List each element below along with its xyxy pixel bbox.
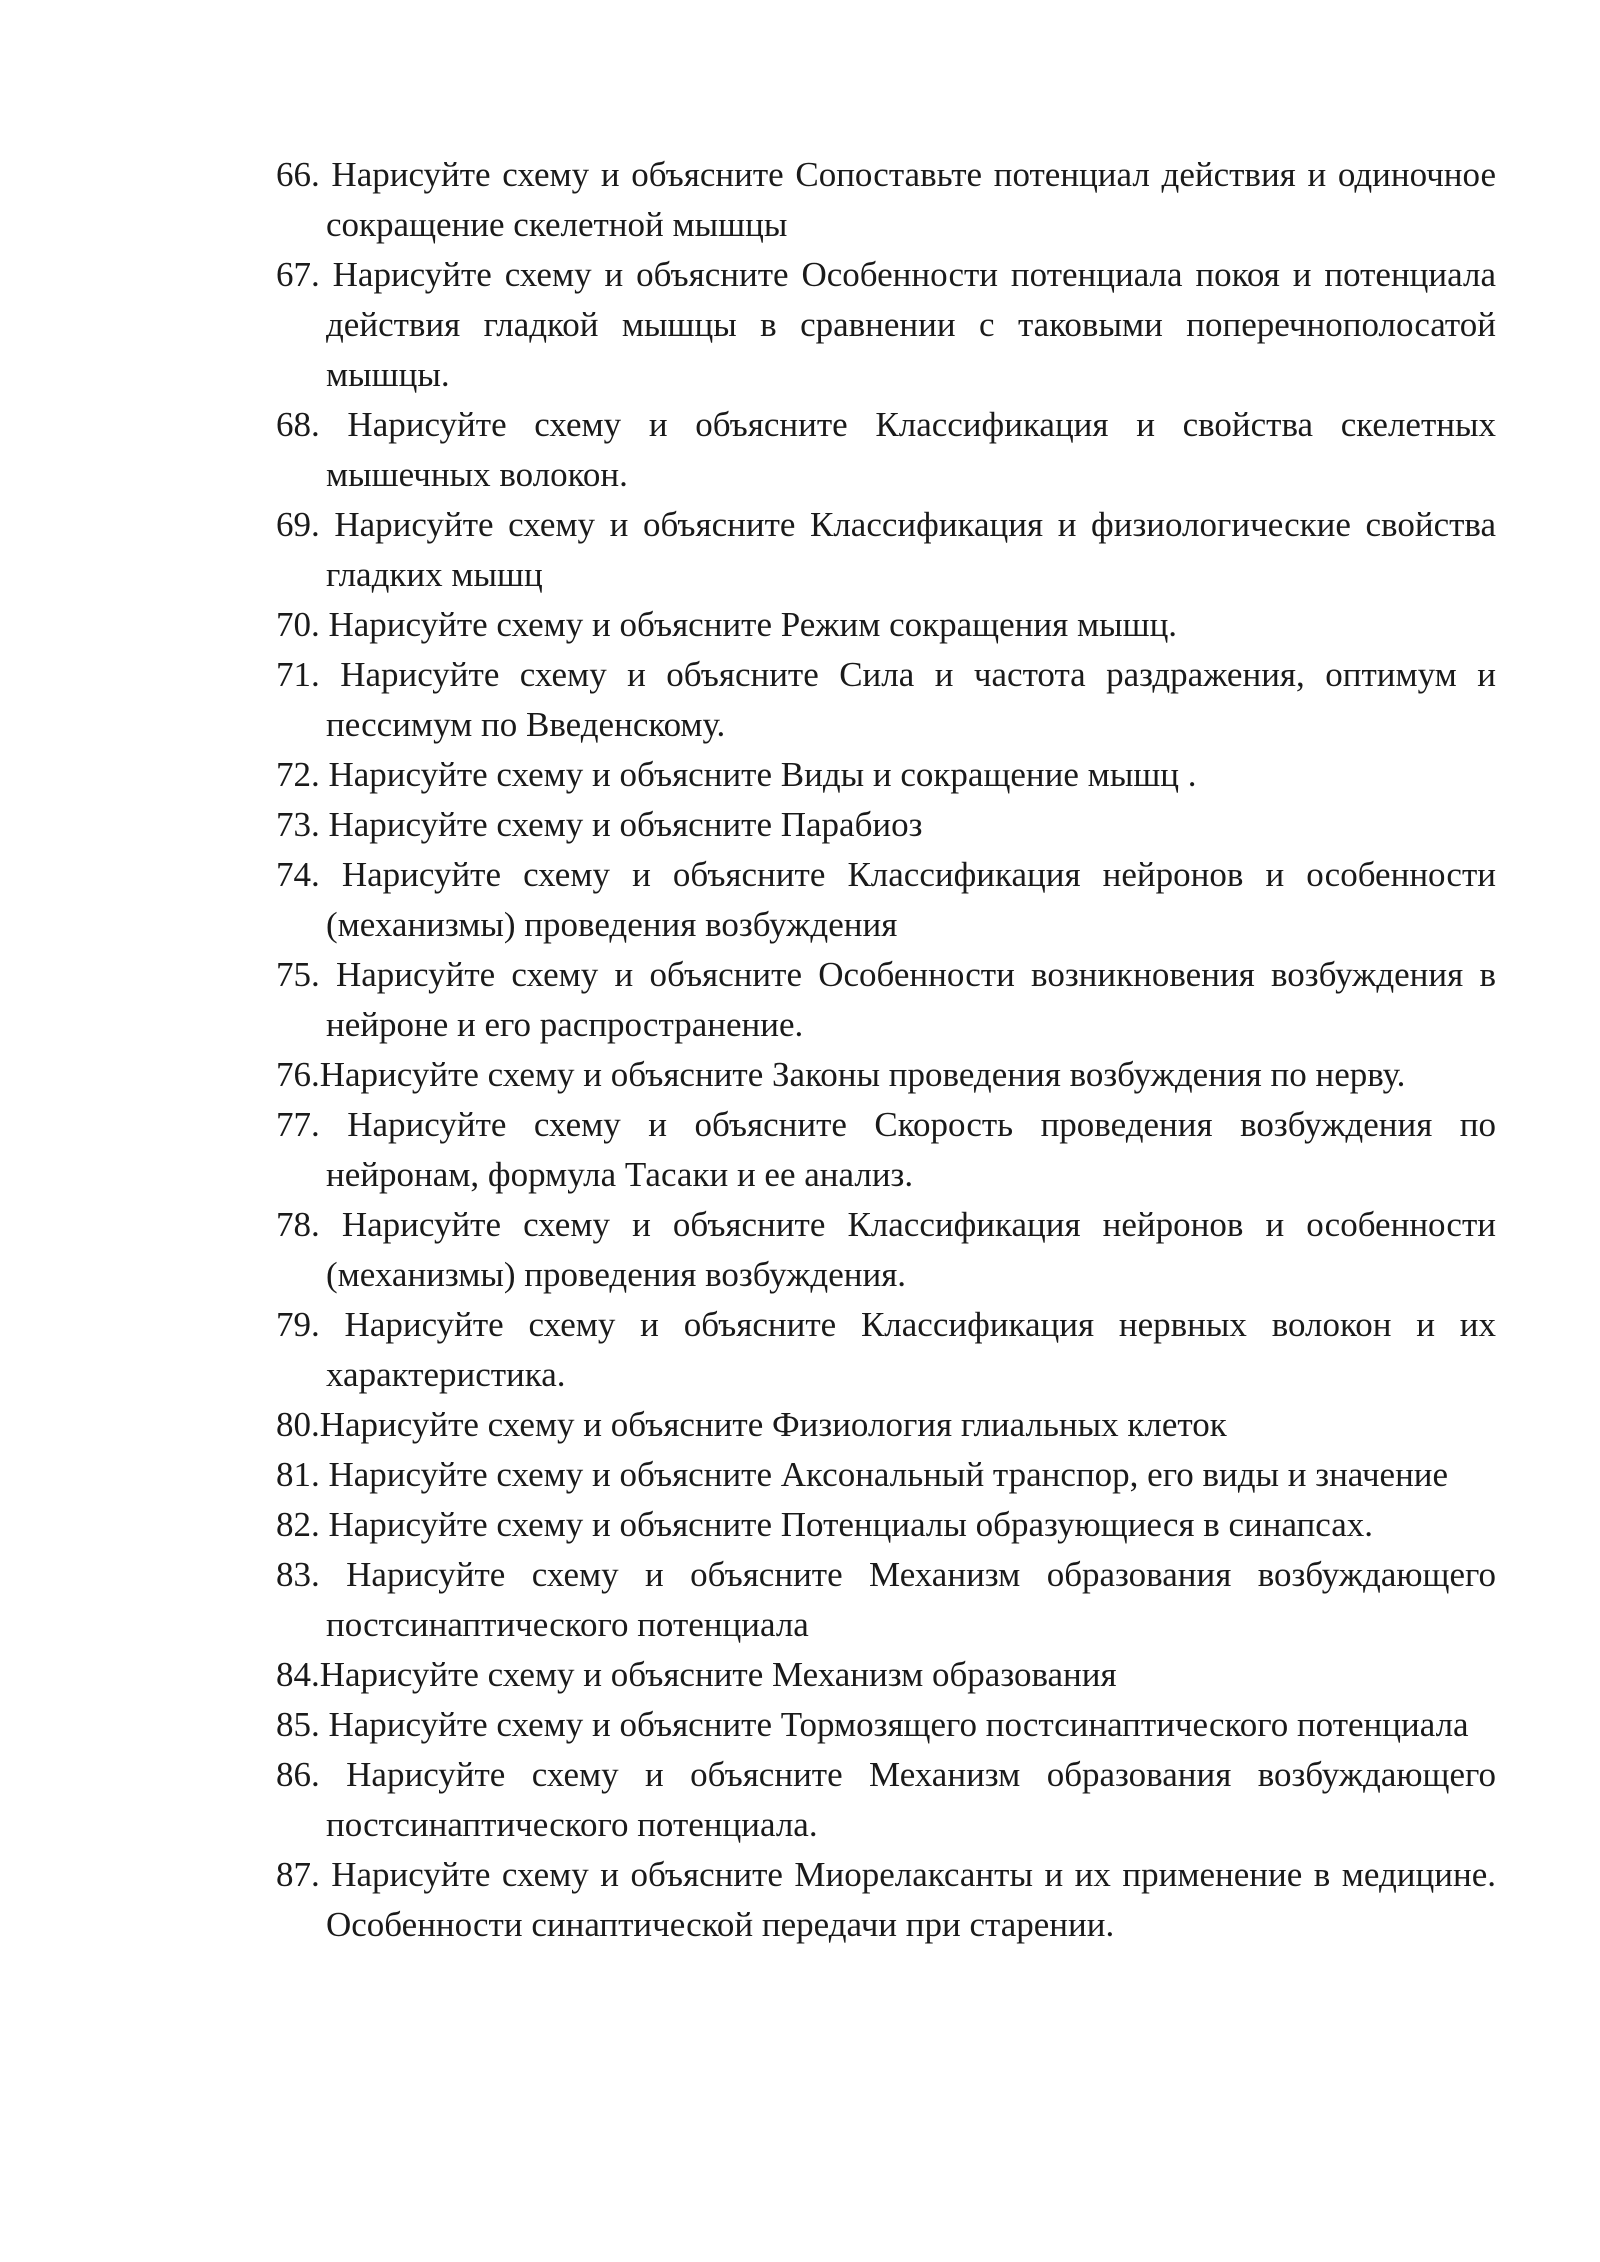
question-item-68: 68. Нарисуйте схему и объясните Классификация и свойства скелетных мышечных волокон. — [276, 405, 1496, 494]
question-item-72: 72. Нарисуйте схему и объясните Виды и сокращение мышц . — [276, 755, 1197, 794]
question-item-82: 82. Нарисуйте схему и объясните Потенциалы образующиеся в синапсах. — [276, 1505, 1374, 1544]
question-item-77: 77. Нарисуйте схему и объясните Скорость проведения возбуждения по нейронам, формула Тасаки и ее анализ. — [276, 1105, 1496, 1194]
question-list — [276, 150, 1496, 1950]
question-item-70: 70. Нарисуйте схему и объясните Режим сокращения мышц. — [276, 605, 1178, 644]
question-item-83: 83. Нарисуйте схему и объясните Механизм образования возбуждающего постсинаптического потенциала — [276, 1555, 1496, 1644]
question-item-79: 79. Нарисуйте схему и объясните Классификация нервных волокон и их характеристика. — [276, 1305, 1496, 1394]
question-item-74: 74. Нарисуйте схему и объясните Классификация нейронов и особенности (механизмы) проведения возбуждения — [276, 855, 1496, 944]
question-item-85: 85. Нарисуйте схему и объясните Тормозящего постсинаптического потенциала — [276, 1705, 1469, 1744]
question-item-80: 80.Нарисуйте схему и объясните Физиология глиальных клеток — [276, 1405, 1227, 1444]
question-item-86: 86. Нарисуйте схему и объясните Механизм образования возбуждающего постсинаптического потенциала. — [276, 1755, 1496, 1844]
question-item-81: 81. Нарисуйте схему и объясните Аксональный транспор, его виды и значение — [276, 1455, 1449, 1494]
question-item-73: 73. Нарисуйте схему и объясните Парабиоз — [276, 805, 923, 844]
question-item-84: 84.Нарисуйте схему и объясните Механизм образования — [276, 1655, 1117, 1694]
question-item-76: 76.Нарисуйте схему и объясните Законы проведения возбуждения по нерву. — [276, 1055, 1406, 1094]
question-item-87: 87. Нарисуйте схему и объясните Миорелаксанты и их применение в медицине. Особенности синаптической передачи при старении. — [276, 1855, 1496, 1944]
question-item-71: 71. Нарисуйте схему и объясните Сила и частота раздражения, оптимум и пессимум по Введенскому. — [276, 655, 1496, 744]
question-item-66: 66. Нарисуйте схему и объясните Сопоставьте потенциал действия и одиночное сокращение скелетной мышцы — [276, 155, 1496, 244]
question-item-67: 67. Нарисуйте схему и объясните Особенности потенциала покоя и потенциала действия гладкой мышцы в сравнении с таковыми поперечнополосатой мышцы. — [276, 255, 1496, 394]
question-item-78: 78. Нарисуйте схему и объясните Классификация нейронов и особенности (механизмы) проведения возбуждения. — [276, 1205, 1496, 1294]
question-item-69: 69. Нарисуйте схему и объясните Классификация и физиологические свойства гладких мышц — [276, 505, 1496, 594]
question-item-75: 75. Нарисуйте схему и объясните Особенности возникновения возбуждения в нейроне и его распространение. — [276, 955, 1496, 1044]
